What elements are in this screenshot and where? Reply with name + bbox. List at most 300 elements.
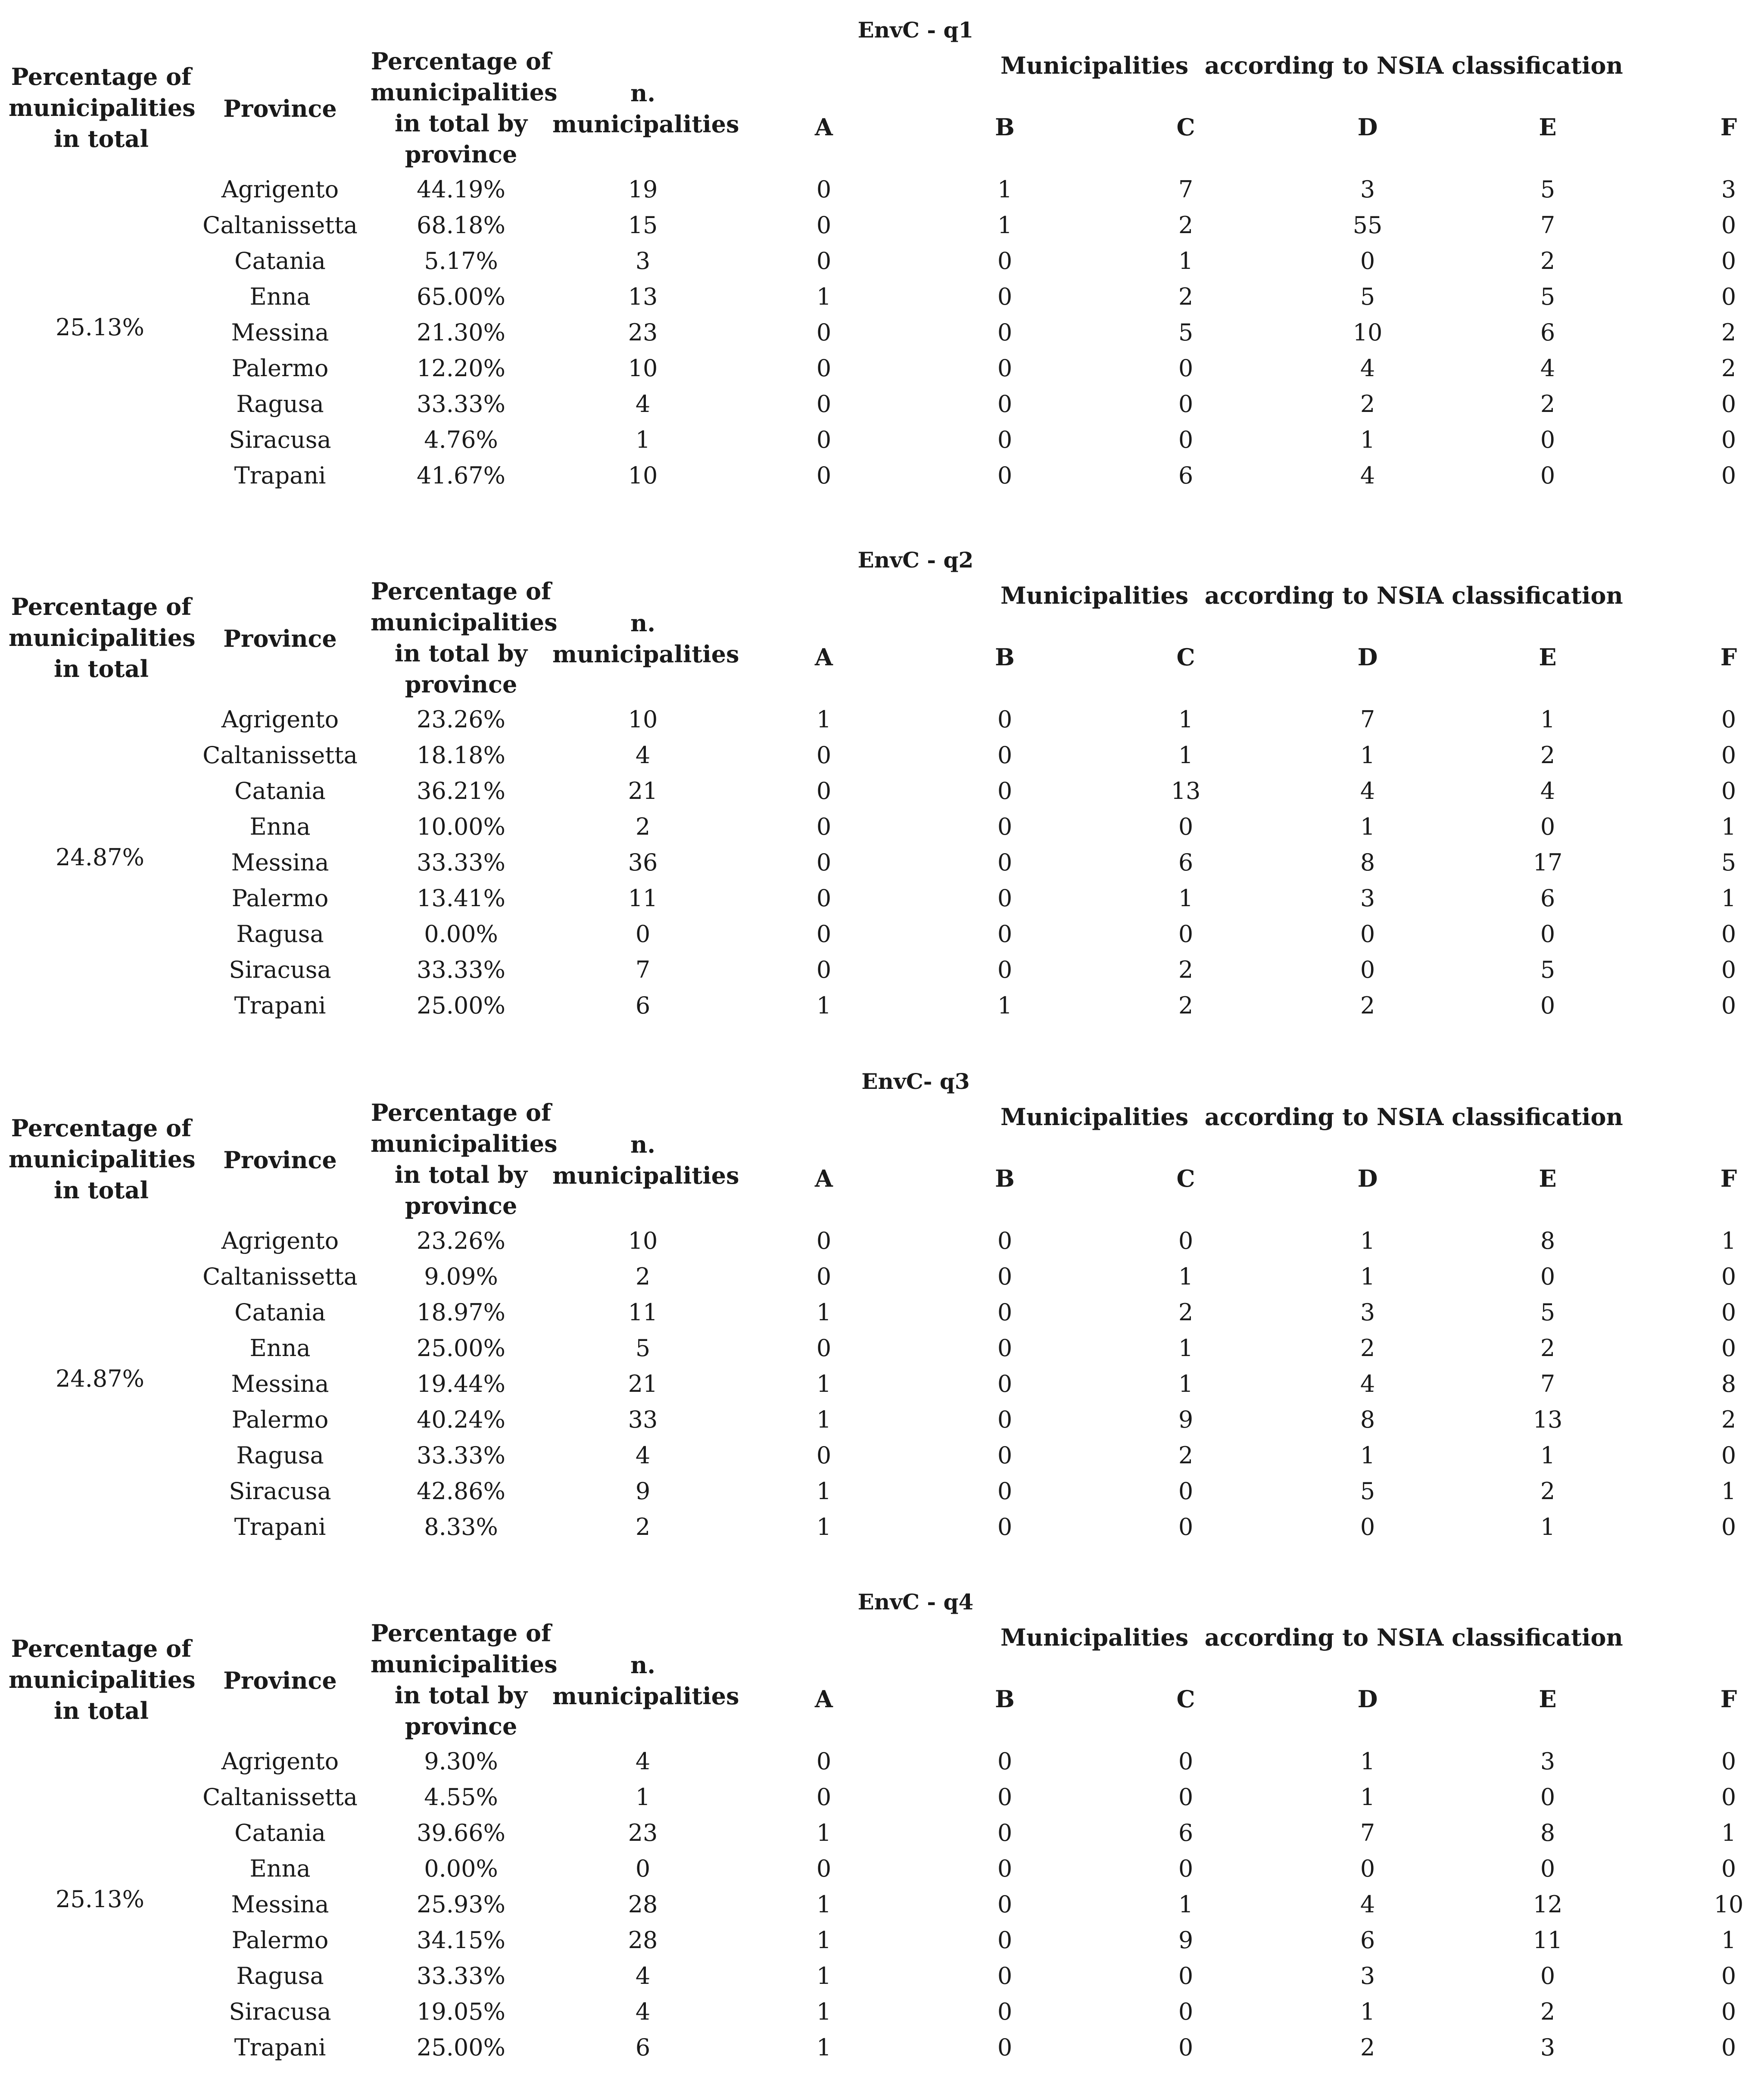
count-cell: 23 [628, 319, 658, 346]
class-a-cell: 0 [816, 885, 832, 912]
header-n-municipalities: n. municipalities [552, 1651, 739, 1710]
class-b-cell: 0 [997, 885, 1013, 912]
class-f-cell: 0 [1721, 920, 1736, 948]
class-f-cell: 2 [1721, 1406, 1736, 1433]
header-percentage-by-province: Percentage of municipalities in total by province [371, 1099, 558, 1219]
header-nsia-classification: Municipalities according to NSIA classification [1000, 582, 1623, 609]
class-c-cell: 2 [1178, 1299, 1194, 1326]
header-province: Province [223, 1146, 337, 1174]
class-a-cell: 0 [816, 956, 832, 983]
class-b-cell: 0 [997, 1927, 1013, 1954]
class-d-cell: 1 [1360, 1748, 1375, 1775]
class-b-cell: 0 [997, 1962, 1013, 1989]
class-f-cell: 1 [1721, 1927, 1736, 1954]
percentage-cell: 33.33% [417, 390, 505, 418]
class-c-cell: 6 [1178, 849, 1194, 876]
percentage-cell: 25.00% [417, 2034, 505, 2061]
class-a-cell: 1 [816, 992, 832, 1019]
percentage-cell: 12.20% [417, 355, 505, 382]
class-a-cell: 1 [816, 1891, 832, 1918]
class-e-cell: 2 [1540, 1478, 1555, 1505]
count-cell: 1 [635, 426, 651, 453]
percentage-cell: 36.21% [417, 777, 505, 804]
class-b-cell: 0 [997, 1406, 1013, 1433]
class-a-cell: 1 [816, 1819, 832, 1846]
count-cell: 5 [635, 1334, 651, 1362]
class-b-cell: 0 [997, 813, 1013, 840]
province-cell: Messina [231, 319, 329, 346]
class-c-cell: 0 [1178, 1855, 1194, 1882]
class-f-cell: 2 [1721, 319, 1736, 346]
class-e-cell: 0 [1540, 813, 1555, 840]
percentage-cell: 25.00% [417, 1334, 505, 1362]
percentage-cell: 34.15% [417, 1927, 505, 1954]
count-cell: 6 [635, 2034, 651, 2061]
class-d-cell: 4 [1360, 777, 1375, 804]
header-class-b: B [995, 113, 1015, 141]
count-cell: 4 [635, 1442, 651, 1469]
class-f-cell: 0 [1721, 742, 1736, 769]
class-d-cell: 6 [1360, 1927, 1375, 1954]
percentage-cell: 40.24% [417, 1406, 505, 1433]
percentage-cell: 13.41% [417, 885, 505, 912]
percentage-cell: 18.18% [417, 742, 505, 769]
class-c-cell: 9 [1178, 1406, 1194, 1433]
class-f-cell: 0 [1721, 283, 1736, 310]
class-a-cell: 1 [816, 1370, 832, 1397]
class-c-cell: 1 [1178, 1263, 1194, 1290]
class-c-cell: 2 [1178, 956, 1194, 983]
count-cell: 33 [628, 1406, 658, 1433]
class-e-cell: 0 [1540, 920, 1555, 948]
province-cell: Enna [249, 283, 311, 310]
percentage-cell: 0.00% [424, 920, 498, 948]
class-a-cell: 0 [816, 777, 832, 804]
count-cell: 3 [635, 247, 651, 274]
header-n-municipalities: n. municipalities [552, 79, 739, 138]
count-cell: 4 [635, 742, 651, 769]
class-a-cell: 0 [816, 462, 832, 489]
class-d-cell: 2 [1360, 2034, 1375, 2061]
percentage-cell: 10.00% [417, 813, 505, 840]
class-a-cell: 0 [816, 390, 832, 418]
class-b-cell: 0 [997, 849, 1013, 876]
count-cell: 0 [635, 1855, 651, 1882]
class-a-cell: 0 [816, 920, 832, 948]
count-cell: 2 [635, 1513, 651, 1540]
header-class-c: C [1176, 643, 1195, 671]
class-a-cell: 0 [816, 426, 832, 453]
class-b-cell: 0 [997, 1783, 1013, 1811]
percentage-cell: 18.97% [417, 1299, 505, 1326]
class-c-cell: 9 [1178, 1927, 1194, 1954]
class-c-cell: 1 [1178, 885, 1194, 912]
class-e-cell: 0 [1540, 426, 1555, 453]
class-a-cell: 1 [816, 1299, 832, 1326]
province-cell: Catania [234, 777, 326, 804]
class-d-cell: 0 [1360, 1513, 1375, 1540]
percentage-cell: 42.86% [417, 1478, 505, 1505]
class-a-cell: 0 [816, 212, 832, 239]
header-class-d: D [1357, 113, 1378, 141]
count-cell: 10 [628, 1227, 658, 1254]
province-cell: Siracusa [229, 1478, 331, 1505]
class-d-cell: 7 [1360, 706, 1375, 733]
percentage-cell: 23.26% [417, 706, 505, 733]
class-c-cell: 2 [1178, 1442, 1194, 1469]
class-e-cell: 2 [1540, 247, 1555, 274]
count-cell: 2 [635, 1263, 651, 1290]
envc-table [0, 1572, 1764, 2089]
class-b-cell: 0 [997, 1334, 1013, 1362]
class-e-cell: 0 [1540, 1855, 1555, 1882]
percentage-cell: 21.30% [417, 319, 505, 346]
percentage-cell: 39.66% [417, 1819, 505, 1846]
class-c-cell: 1 [1178, 247, 1194, 274]
class-f-cell: 0 [1721, 956, 1736, 983]
province-cell: Siracusa [229, 956, 331, 983]
class-d-cell: 4 [1360, 1891, 1375, 1918]
class-d-cell: 55 [1353, 212, 1383, 239]
percentage-cell: 33.33% [417, 849, 505, 876]
header-class-a: A [815, 643, 833, 671]
province-cell: Messina [231, 1370, 329, 1397]
class-e-cell: 6 [1540, 319, 1555, 346]
class-a-cell: 0 [816, 1334, 832, 1362]
class-f-cell: 0 [1721, 247, 1736, 274]
class-f-cell: 8 [1721, 1370, 1736, 1397]
envc-table [0, 530, 1764, 1047]
class-e-cell: 5 [1540, 283, 1555, 310]
class-c-cell: 13 [1171, 777, 1201, 804]
class-a-cell: 1 [816, 1478, 832, 1505]
class-d-cell: 2 [1360, 992, 1375, 1019]
header-percentage-by-province: Percentage of municipalities in total by province [371, 577, 558, 698]
class-e-cell: 3 [1540, 1748, 1555, 1775]
class-a-cell: 0 [816, 319, 832, 346]
table-title: EnvC - q4 [857, 1589, 974, 1615]
class-e-cell: 2 [1540, 390, 1555, 418]
class-a-cell: 1 [816, 283, 832, 310]
percentage-cell: 44.19% [417, 176, 505, 203]
class-e-cell: 8 [1540, 1227, 1555, 1254]
province-cell: Agrigento [221, 1227, 339, 1254]
class-f-cell: 0 [1721, 777, 1736, 804]
class-e-cell: 1 [1540, 1513, 1555, 1540]
class-b-cell: 0 [997, 777, 1013, 804]
class-b-cell: 0 [997, 1442, 1013, 1469]
count-cell: 4 [635, 1962, 651, 1989]
class-d-cell: 0 [1360, 1855, 1375, 1882]
class-f-cell: 5 [1721, 849, 1736, 876]
province-cell: Enna [249, 1334, 311, 1362]
class-a-cell: 0 [816, 813, 832, 840]
class-f-cell: 0 [1721, 212, 1736, 239]
header-nsia-classification: Municipalities according to NSIA classification [1000, 52, 1623, 79]
header-class-a: A [815, 1685, 833, 1713]
class-f-cell: 0 [1721, 1263, 1736, 1290]
class-a-cell: 1 [816, 2034, 832, 2061]
class-b-cell: 0 [997, 706, 1013, 733]
class-e-cell: 0 [1540, 992, 1555, 1019]
class-c-cell: 0 [1178, 1478, 1194, 1505]
count-cell: 4 [635, 390, 651, 418]
class-d-cell: 2 [1360, 1334, 1375, 1362]
province-cell: Enna [249, 1855, 311, 1882]
class-b-cell: 0 [997, 355, 1013, 382]
header-class-d: D [1357, 643, 1378, 671]
percentage-cell: 33.33% [417, 1442, 505, 1469]
class-a-cell: 0 [816, 1748, 832, 1775]
class-b-cell: 0 [997, 1855, 1013, 1882]
class-b-cell: 0 [997, 1227, 1013, 1254]
province-cell: Palermo [231, 1406, 329, 1433]
class-e-cell: 0 [1540, 1783, 1555, 1811]
count-cell: 13 [628, 283, 658, 310]
class-c-cell: 1 [1178, 706, 1194, 733]
province-cell: Ragusa [236, 1962, 324, 1989]
province-cell: Catania [234, 247, 326, 274]
count-cell: 15 [628, 212, 658, 239]
province-cell: Palermo [231, 355, 329, 382]
header-class-d: D [1357, 1165, 1378, 1192]
class-e-cell: 3 [1540, 2034, 1555, 2061]
province-cell: Ragusa [236, 1442, 324, 1469]
header-class-f: F [1720, 1165, 1737, 1192]
header-class-b: B [995, 643, 1015, 671]
class-f-cell: 2 [1721, 355, 1736, 382]
class-f-cell: 0 [1721, 1334, 1736, 1362]
count-cell: 11 [628, 1299, 658, 1326]
class-c-cell: 0 [1178, 390, 1194, 418]
class-a-cell: 0 [816, 1263, 832, 1290]
count-cell: 21 [628, 777, 658, 804]
header-nsia-classification: Municipalities according to NSIA classification [1000, 1624, 1623, 1651]
header-province: Province [223, 95, 337, 122]
province-cell: Ragusa [236, 920, 324, 948]
header-percentage-by-province: Percentage of municipalities in total by province [371, 1619, 558, 1740]
class-b-cell: 1 [997, 992, 1013, 1019]
province-cell: Messina [231, 1891, 329, 1918]
percentage-cell: 19.44% [417, 1370, 505, 1397]
class-c-cell: 0 [1178, 2034, 1194, 2061]
percentage-cell: 33.33% [417, 956, 505, 983]
table-title: EnvC - q2 [857, 547, 974, 573]
count-cell: 19 [628, 176, 658, 203]
count-cell: 21 [628, 1370, 658, 1397]
count-cell: 4 [635, 1998, 651, 2025]
class-d-cell: 4 [1360, 355, 1375, 382]
class-c-cell: 0 [1178, 813, 1194, 840]
class-e-cell: 5 [1540, 1299, 1555, 1326]
header-class-b: B [995, 1685, 1015, 1713]
province-cell: Siracusa [229, 1998, 331, 2025]
class-c-cell: 0 [1178, 1748, 1194, 1775]
class-d-cell: 0 [1360, 956, 1375, 983]
class-c-cell: 1 [1178, 1370, 1194, 1397]
class-a-cell: 0 [816, 176, 832, 203]
header-class-b: B [995, 1165, 1015, 1192]
class-e-cell: 2 [1540, 1334, 1555, 1362]
class-e-cell: 7 [1540, 212, 1555, 239]
class-b-cell: 0 [997, 1263, 1013, 1290]
percentage-cell: 19.05% [417, 1998, 505, 2025]
class-b-cell: 0 [997, 390, 1013, 418]
count-cell: 28 [628, 1891, 658, 1918]
province-cell: Palermo [231, 885, 329, 912]
class-d-cell: 4 [1360, 462, 1375, 489]
count-cell: 10 [628, 706, 658, 733]
class-d-cell: 0 [1360, 247, 1375, 274]
class-d-cell: 1 [1360, 1998, 1375, 2025]
province-cell: Caltanissetta [203, 1263, 358, 1290]
header-class-e: E [1539, 113, 1557, 141]
class-a-cell: 1 [816, 1513, 832, 1540]
percentage-cell: 9.09% [424, 1263, 498, 1290]
class-f-cell: 0 [1721, 390, 1736, 418]
envc-table [0, 0, 1764, 517]
class-b-cell: 1 [997, 176, 1013, 203]
class-b-cell: 0 [997, 2034, 1013, 2061]
class-a-cell: 1 [816, 1927, 832, 1954]
overall-percentage: 24.87% [56, 1365, 144, 1392]
count-cell: 36 [628, 849, 658, 876]
percentage-cell: 41.67% [417, 462, 505, 489]
province-cell: Ragusa [236, 390, 324, 418]
class-c-cell: 0 [1178, 920, 1194, 948]
province-cell: Siracusa [229, 426, 331, 453]
header-percentage-in-total: Percentage of municipalities in total [9, 1635, 196, 1724]
percentage-cell: 33.33% [417, 1962, 505, 1989]
class-f-cell: 0 [1721, 1962, 1736, 1989]
count-cell: 23 [628, 1819, 658, 1846]
class-d-cell: 5 [1360, 283, 1375, 310]
overall-percentage: 25.13% [56, 313, 144, 341]
class-e-cell: 4 [1540, 355, 1555, 382]
class-b-cell: 0 [997, 1513, 1013, 1540]
class-c-cell: 7 [1178, 176, 1194, 203]
class-c-cell: 2 [1178, 283, 1194, 310]
percentage-cell: 4.76% [424, 426, 498, 453]
class-a-cell: 0 [816, 355, 832, 382]
class-e-cell: 0 [1540, 462, 1555, 489]
class-d-cell: 8 [1360, 1406, 1375, 1433]
envc-table [0, 1051, 1764, 1568]
class-f-cell: 0 [1721, 1998, 1736, 2025]
class-b-cell: 0 [997, 1998, 1013, 2025]
province-cell: Messina [231, 849, 329, 876]
class-e-cell: 1 [1540, 1442, 1555, 1469]
class-e-cell: 0 [1540, 1962, 1555, 1989]
header-class-c: C [1176, 113, 1195, 141]
province-cell: Agrigento [221, 176, 339, 203]
class-d-cell: 0 [1360, 920, 1375, 948]
class-b-cell: 0 [997, 920, 1013, 948]
header-class-f: F [1720, 1685, 1737, 1713]
class-b-cell: 0 [997, 283, 1013, 310]
class-c-cell: 1 [1178, 1334, 1194, 1362]
class-e-cell: 17 [1533, 849, 1563, 876]
province-cell: Agrigento [221, 1748, 339, 1775]
header-class-f: F [1720, 113, 1737, 141]
class-a-cell: 1 [816, 1406, 832, 1433]
class-c-cell: 0 [1178, 1227, 1194, 1254]
header-n-municipalities: n. municipalities [552, 609, 739, 668]
class-f-cell: 0 [1721, 1513, 1736, 1540]
class-f-cell: 0 [1721, 2034, 1736, 2061]
class-d-cell: 3 [1360, 176, 1375, 203]
class-a-cell: 0 [816, 1783, 832, 1811]
class-c-cell: 0 [1178, 1783, 1194, 1811]
class-b-cell: 0 [997, 956, 1013, 983]
percentage-cell: 23.26% [417, 1227, 505, 1254]
class-e-cell: 2 [1540, 742, 1555, 769]
header-class-d: D [1357, 1685, 1378, 1713]
count-cell: 2 [635, 813, 651, 840]
class-f-cell: 0 [1721, 706, 1736, 733]
class-b-cell: 1 [997, 212, 1013, 239]
class-e-cell: 4 [1540, 777, 1555, 804]
class-e-cell: 8 [1540, 1819, 1555, 1846]
class-f-cell: 10 [1714, 1891, 1744, 1918]
header-percentage-in-total: Percentage of municipalities in total [9, 593, 196, 683]
header-percentage-in-total: Percentage of municipalities in total [9, 63, 196, 153]
overall-percentage: 25.13% [56, 1885, 144, 1913]
class-e-cell: 12 [1533, 1891, 1563, 1918]
count-cell: 6 [635, 992, 651, 1019]
class-b-cell: 0 [997, 1891, 1013, 1918]
count-cell: 4 [635, 1748, 651, 1775]
count-cell: 28 [628, 1927, 658, 1954]
class-d-cell: 7 [1360, 1819, 1375, 1846]
class-a-cell: 0 [816, 849, 832, 876]
class-a-cell: 0 [816, 742, 832, 769]
header-class-f: F [1720, 643, 1737, 671]
header-class-a: A [815, 1165, 833, 1192]
overall-percentage: 24.87% [56, 843, 144, 871]
class-c-cell: 0 [1178, 355, 1194, 382]
class-c-cell: 6 [1178, 1819, 1194, 1846]
class-c-cell: 1 [1178, 742, 1194, 769]
class-e-cell: 0 [1540, 1263, 1555, 1290]
class-d-cell: 8 [1360, 849, 1375, 876]
class-f-cell: 0 [1721, 1855, 1736, 1882]
class-f-cell: 0 [1721, 462, 1736, 489]
class-e-cell: 5 [1540, 956, 1555, 983]
province-cell: Palermo [231, 1927, 329, 1954]
class-d-cell: 2 [1360, 390, 1375, 418]
province-cell: Trapani [234, 2034, 326, 2061]
class-e-cell: 5 [1540, 176, 1555, 203]
header-class-c: C [1176, 1685, 1195, 1713]
header-class-e: E [1539, 1165, 1557, 1192]
class-c-cell: 0 [1178, 1962, 1194, 1989]
count-cell: 1 [635, 1783, 651, 1811]
class-e-cell: 6 [1540, 885, 1555, 912]
class-d-cell: 1 [1360, 1783, 1375, 1811]
class-d-cell: 10 [1353, 319, 1383, 346]
class-e-cell: 7 [1540, 1370, 1555, 1397]
class-d-cell: 5 [1360, 1478, 1375, 1505]
class-d-cell: 1 [1360, 742, 1375, 769]
class-f-cell: 1 [1721, 1478, 1736, 1505]
province-cell: Enna [249, 813, 311, 840]
class-d-cell: 3 [1360, 1299, 1375, 1326]
province-cell: Agrigento [221, 706, 339, 733]
class-f-cell: 1 [1721, 813, 1736, 840]
percentage-cell: 25.93% [417, 1891, 505, 1918]
province-cell: Catania [234, 1299, 326, 1326]
